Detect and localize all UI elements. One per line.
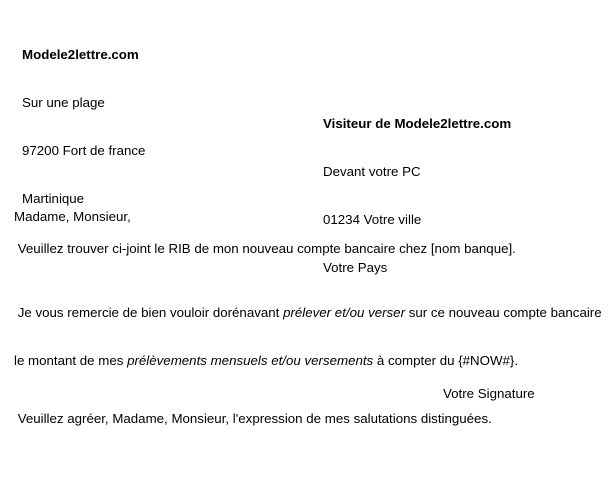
paragraph-instruction [14,273,606,401]
text-segment: Je vous remercie de bien vouloir dorénavant [14,305,284,320]
text-segment: le montant de mes [14,353,128,368]
sender-address-line: Martinique [22,191,85,206]
paragraph-instruction-line-2 [14,353,606,369]
sender-address-line: Sur une plage [22,95,105,110]
sender-block [22,15,145,239]
sender-name: Modele2lettre.com [22,47,139,62]
recipient-address-line: Votre Pays [323,260,388,275]
recipient-address-line: 01234 Votre ville [323,212,422,227]
recipient-name: Visiteur de Modele2lettre.com [323,116,512,131]
text-segment: sur ce nouveau compte bancaire [405,305,602,320]
salutation: Madame, Monsieur, [14,209,131,224]
closing: Veuillez agréer, Madame, Monsieur, l'expression de mes salutations distinguées. [14,411,492,426]
sender-address-line: 97200 Fort de france [22,143,146,158]
italic-text-segment: prélever et/ou verser [283,305,406,320]
signature: Votre Signature [443,386,535,401]
paragraph-instruction-line-1 [14,305,606,321]
recipient-address-line: Devant votre PC [323,164,421,179]
letter-body [14,209,606,443]
paragraph-rib: Veuillez trouver ci-joint le RIB de mon nouveau compte bancaire chez [nom banque]. [14,241,516,256]
text-segment: à compter du {#NOW#}. [373,353,519,368]
italic-text-segment: prélèvements mensuels et/ou versements [127,353,374,368]
